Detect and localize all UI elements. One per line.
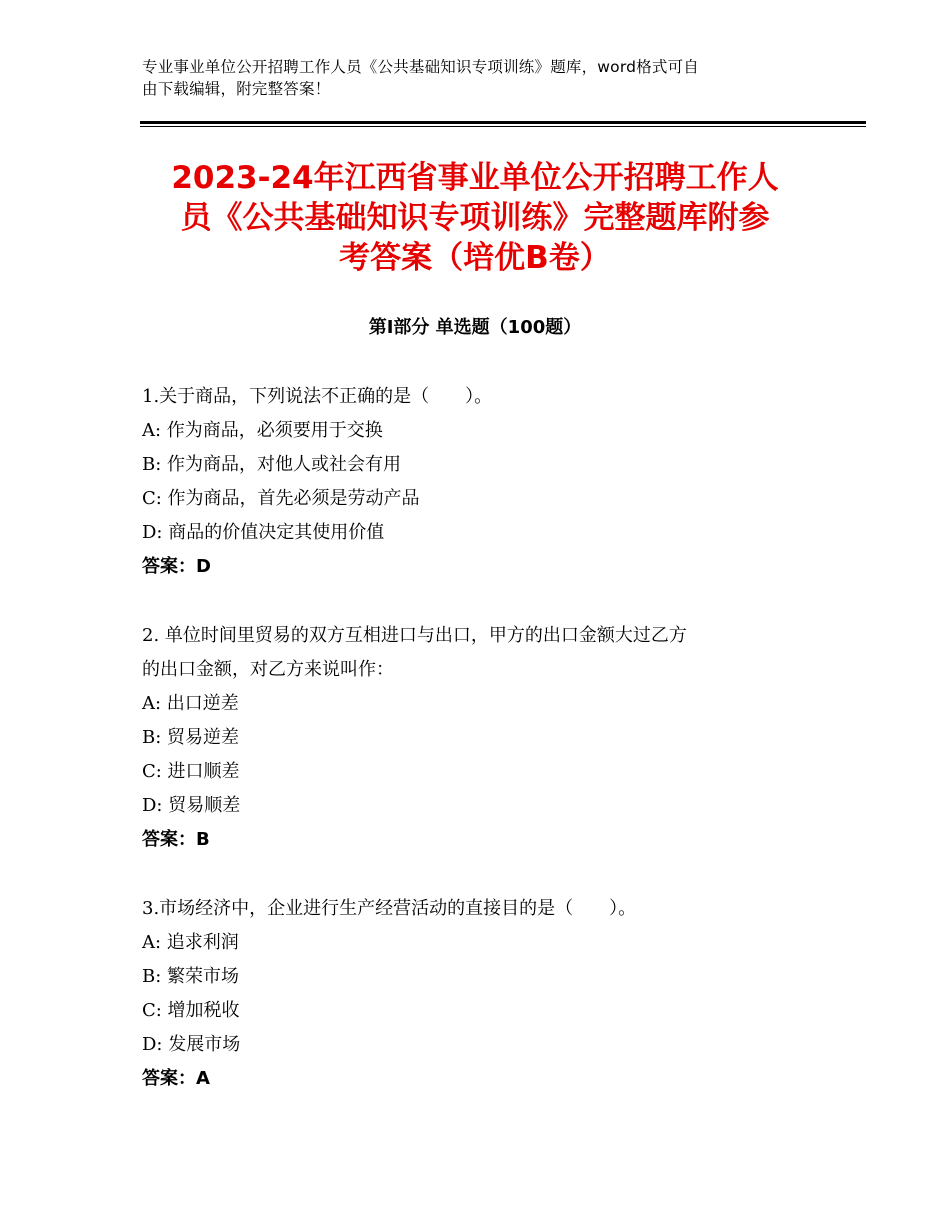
option-d: D: 商品的价值决定其使用价值 <box>142 522 385 543</box>
document-title-line-1: 2023-24年江西省事业单位公开招聘工作人 <box>171 160 779 196</box>
header-note-line-2: 由下载编辑，附完整答案！ <box>142 80 331 98</box>
question-stem-line-2: 的出口金额，对乙方来说叫作： <box>142 659 394 680</box>
question-3 <box>142 892 822 1096</box>
answer: 答案：A <box>142 1068 210 1089</box>
answer: 答案：D <box>142 556 211 577</box>
document-title <box>130 158 820 278</box>
answer: 答案：B <box>142 829 210 850</box>
question-1 <box>142 380 822 584</box>
option-a: A: 出口逆差 <box>142 693 239 714</box>
option-d: D: 贸易顺差 <box>142 795 241 816</box>
option-c: C: 进口顺差 <box>142 761 240 782</box>
header-divider-thin <box>140 126 866 127</box>
option-b: B: 作为商品，对他人或社会有用 <box>142 454 402 475</box>
option-b: B: 贸易逆差 <box>142 727 240 748</box>
option-a: A: 作为商品，必须要用于交换 <box>142 420 383 441</box>
option-b: B: 繁荣市场 <box>142 966 240 987</box>
option-d: D: 发展市场 <box>142 1034 241 1055</box>
section-title: 第Ⅰ部分 单选题（100题） <box>368 317 582 338</box>
document-title-line-2: 员《公共基础知识专项训练》完整题库附参 <box>180 200 770 236</box>
header-note-line-1: 专业事业单位公开招聘工作人员《公共基础知识专项训练》题库，word格式可自 <box>142 58 700 76</box>
option-c: C: 作为商品，首先必须是劳动产品 <box>142 488 420 509</box>
option-c: C: 增加税收 <box>142 1000 240 1021</box>
header-note <box>142 56 812 100</box>
document-title-line-3: 考答案（培优B卷） <box>339 240 611 276</box>
header-divider-thick <box>140 121 866 124</box>
question-2 <box>142 619 822 857</box>
question-stem: 3.市场经济中，企业进行生产经营活动的直接目的是（ ）。 <box>142 898 637 919</box>
option-a: A: 追求利润 <box>142 932 239 953</box>
question-stem-line-1: 2. 单位时间里贸易的双方互相进口与出口，甲方的出口金额大过乙方 <box>142 625 687 646</box>
question-stem: 1.关于商品，下列说法不正确的是（ ）。 <box>142 386 493 407</box>
